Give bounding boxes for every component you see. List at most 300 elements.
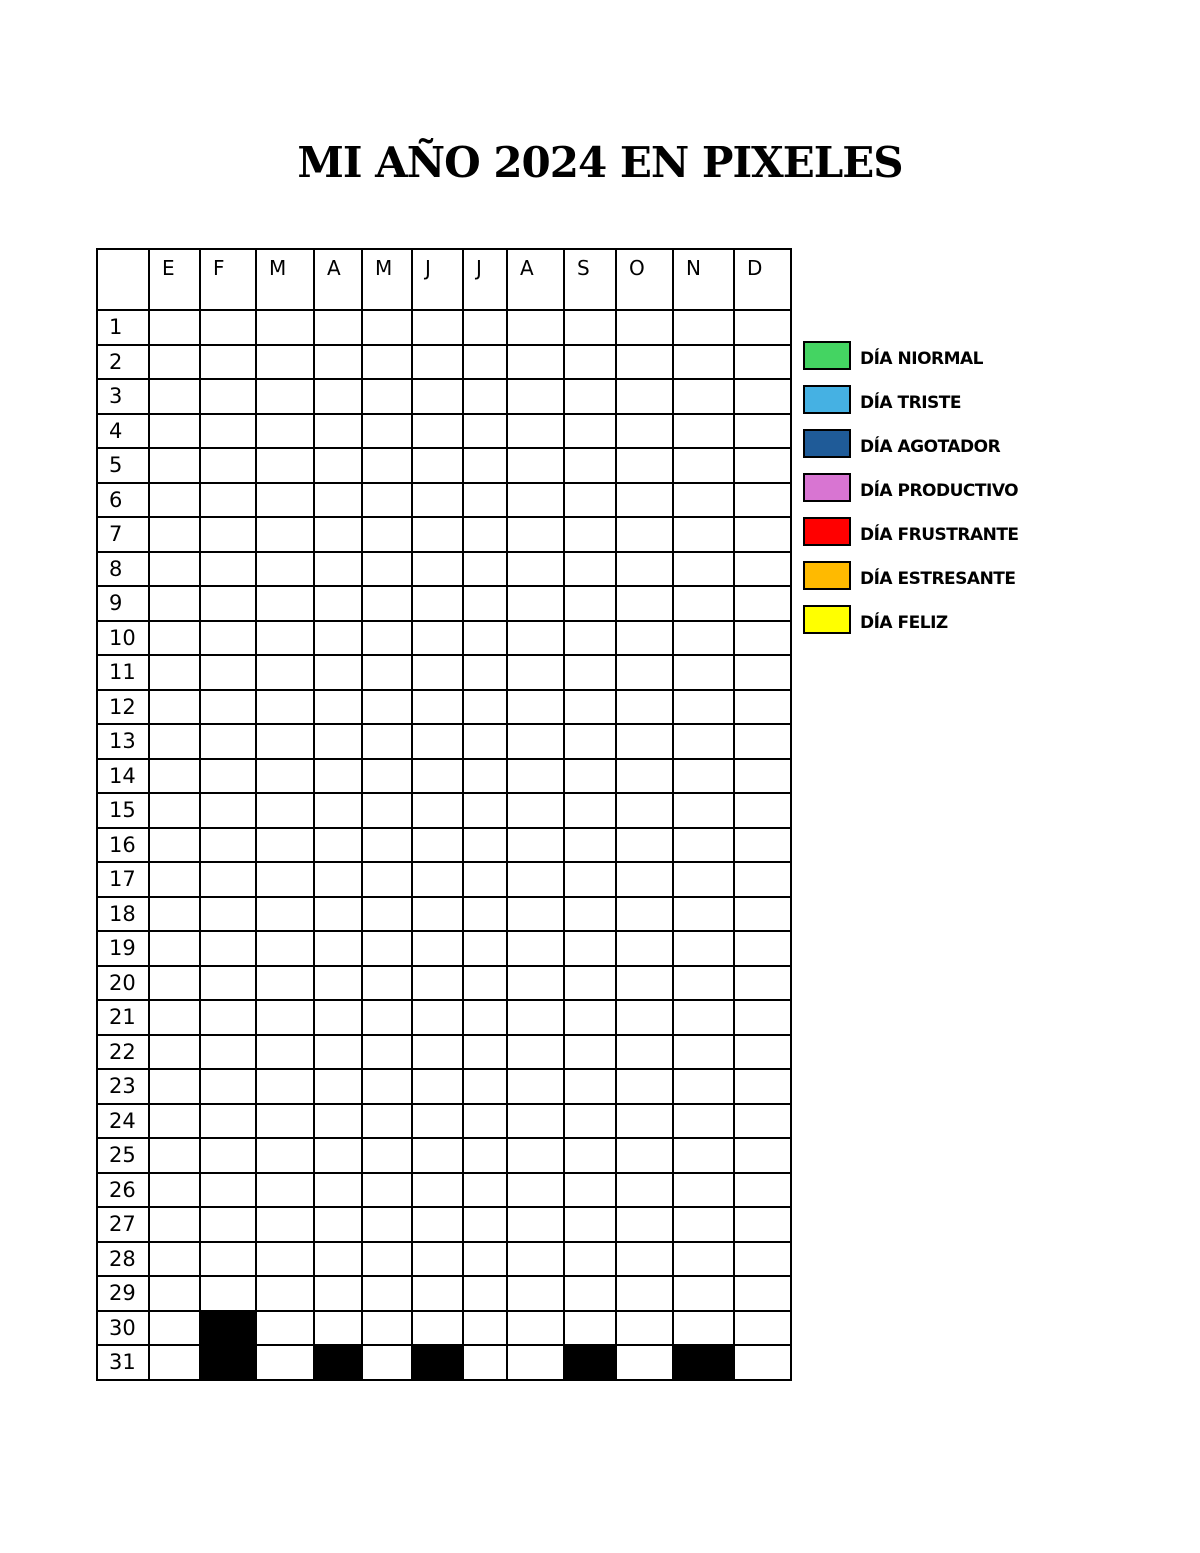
day-cell[interactable] <box>616 379 673 414</box>
day-cell[interactable] <box>463 1069 507 1104</box>
day-cell[interactable] <box>507 1138 564 1173</box>
day-cell[interactable] <box>507 1069 564 1104</box>
day-cell[interactable] <box>314 931 362 966</box>
day-cell[interactable] <box>362 483 412 518</box>
day-cell[interactable] <box>734 966 791 1001</box>
day-cell[interactable] <box>673 586 734 621</box>
day-cell[interactable] <box>362 793 412 828</box>
day-cell[interactable] <box>616 931 673 966</box>
day-cell[interactable] <box>200 897 256 932</box>
day-cell[interactable] <box>256 1000 314 1035</box>
day-cell[interactable] <box>362 517 412 552</box>
day-cell[interactable] <box>412 966 463 1001</box>
day-cell[interactable] <box>564 1242 616 1277</box>
day-cell[interactable] <box>149 1276 200 1311</box>
day-cell[interactable] <box>673 448 734 483</box>
day-cell[interactable] <box>673 1173 734 1208</box>
day-cell[interactable] <box>673 966 734 1001</box>
day-cell[interactable] <box>673 1138 734 1173</box>
day-cell[interactable] <box>200 655 256 690</box>
day-cell[interactable] <box>149 379 200 414</box>
day-cell[interactable] <box>463 310 507 345</box>
day-cell[interactable] <box>362 1242 412 1277</box>
day-cell[interactable] <box>314 310 362 345</box>
day-cell[interactable] <box>616 621 673 656</box>
day-cell[interactable] <box>314 621 362 656</box>
day-cell[interactable] <box>507 897 564 932</box>
day-cell[interactable] <box>200 483 256 518</box>
day-cell[interactable] <box>616 1276 673 1311</box>
day-cell[interactable] <box>149 724 200 759</box>
day-cell[interactable] <box>256 1207 314 1242</box>
day-cell[interactable] <box>412 1311 463 1346</box>
day-cell[interactable] <box>256 1242 314 1277</box>
day-cell[interactable] <box>463 655 507 690</box>
day-cell[interactable] <box>412 310 463 345</box>
day-cell[interactable] <box>507 793 564 828</box>
day-cell[interactable] <box>149 1104 200 1139</box>
day-cell[interactable] <box>673 1311 734 1346</box>
day-cell[interactable] <box>412 793 463 828</box>
day-cell[interactable] <box>673 1035 734 1070</box>
day-cell[interactable] <box>673 414 734 449</box>
day-cell[interactable] <box>256 690 314 725</box>
day-cell[interactable] <box>616 690 673 725</box>
day-cell[interactable] <box>149 552 200 587</box>
day-cell[interactable] <box>200 552 256 587</box>
day-cell[interactable] <box>200 586 256 621</box>
day-cell[interactable] <box>463 793 507 828</box>
day-cell[interactable] <box>616 1345 673 1380</box>
day-cell[interactable] <box>256 724 314 759</box>
day-cell[interactable] <box>616 483 673 518</box>
day-cell[interactable] <box>149 1138 200 1173</box>
day-cell[interactable] <box>314 724 362 759</box>
day-cell[interactable] <box>149 448 200 483</box>
day-cell[interactable] <box>734 828 791 863</box>
day-cell[interactable] <box>200 1207 256 1242</box>
day-cell[interactable] <box>463 1035 507 1070</box>
day-cell[interactable] <box>314 1035 362 1070</box>
day-cell[interactable] <box>314 1242 362 1277</box>
day-cell[interactable] <box>734 552 791 587</box>
day-cell[interactable] <box>149 1069 200 1104</box>
day-cell[interactable] <box>507 448 564 483</box>
day-cell[interactable] <box>507 310 564 345</box>
day-cell[interactable] <box>507 966 564 1001</box>
day-cell[interactable] <box>616 862 673 897</box>
day-cell[interactable] <box>200 379 256 414</box>
day-cell[interactable] <box>149 1311 200 1346</box>
day-cell[interactable] <box>314 1207 362 1242</box>
day-cell[interactable] <box>149 1207 200 1242</box>
day-cell[interactable] <box>507 1000 564 1035</box>
day-cell[interactable] <box>616 1035 673 1070</box>
day-cell[interactable] <box>673 1276 734 1311</box>
day-cell[interactable] <box>362 310 412 345</box>
day-cell[interactable] <box>673 1000 734 1035</box>
day-cell[interactable] <box>616 448 673 483</box>
day-cell[interactable] <box>734 897 791 932</box>
day-cell[interactable] <box>507 1035 564 1070</box>
day-cell[interactable] <box>200 1035 256 1070</box>
day-cell[interactable] <box>734 793 791 828</box>
day-cell[interactable] <box>564 690 616 725</box>
day-cell[interactable] <box>256 448 314 483</box>
day-cell[interactable] <box>673 759 734 794</box>
day-cell[interactable] <box>412 1000 463 1035</box>
day-cell[interactable] <box>463 1276 507 1311</box>
day-cell[interactable] <box>463 1104 507 1139</box>
day-cell[interactable] <box>564 1276 616 1311</box>
day-cell[interactable] <box>463 483 507 518</box>
day-cell[interactable] <box>314 897 362 932</box>
day-cell[interactable] <box>256 1069 314 1104</box>
day-cell[interactable] <box>673 828 734 863</box>
day-cell[interactable] <box>256 586 314 621</box>
day-cell[interactable] <box>412 828 463 863</box>
day-cell[interactable] <box>412 1173 463 1208</box>
day-cell[interactable] <box>463 759 507 794</box>
day-cell[interactable] <box>362 552 412 587</box>
day-cell[interactable] <box>200 828 256 863</box>
day-cell[interactable] <box>673 897 734 932</box>
day-cell[interactable] <box>149 862 200 897</box>
day-cell[interactable] <box>734 483 791 518</box>
day-cell[interactable] <box>412 724 463 759</box>
day-cell[interactable] <box>200 793 256 828</box>
day-cell[interactable] <box>149 586 200 621</box>
day-cell[interactable] <box>412 897 463 932</box>
day-cell[interactable] <box>564 931 616 966</box>
day-cell[interactable] <box>314 586 362 621</box>
day-cell[interactable] <box>362 862 412 897</box>
day-cell[interactable] <box>362 690 412 725</box>
day-cell[interactable] <box>412 621 463 656</box>
day-cell[interactable] <box>149 414 200 449</box>
day-cell[interactable] <box>564 483 616 518</box>
day-cell[interactable] <box>362 897 412 932</box>
day-cell[interactable] <box>314 828 362 863</box>
day-cell[interactable] <box>200 862 256 897</box>
day-cell[interactable] <box>200 1104 256 1139</box>
day-cell[interactable] <box>256 552 314 587</box>
day-cell[interactable] <box>200 724 256 759</box>
day-cell[interactable] <box>564 655 616 690</box>
day-cell[interactable] <box>616 310 673 345</box>
day-cell[interactable] <box>507 655 564 690</box>
day-cell[interactable] <box>616 655 673 690</box>
day-cell[interactable] <box>507 690 564 725</box>
day-cell[interactable] <box>734 1207 791 1242</box>
day-cell[interactable] <box>507 621 564 656</box>
day-cell[interactable] <box>734 1276 791 1311</box>
day-cell[interactable] <box>564 793 616 828</box>
day-cell[interactable] <box>256 414 314 449</box>
day-cell[interactable] <box>507 1173 564 1208</box>
day-cell[interactable] <box>616 1104 673 1139</box>
day-cell[interactable] <box>616 1069 673 1104</box>
day-cell[interactable] <box>256 655 314 690</box>
day-cell[interactable] <box>616 1173 673 1208</box>
day-cell[interactable] <box>564 1069 616 1104</box>
day-cell[interactable] <box>734 1104 791 1139</box>
day-cell[interactable] <box>362 1069 412 1104</box>
day-cell[interactable] <box>200 448 256 483</box>
day-cell[interactable] <box>256 828 314 863</box>
day-cell[interactable] <box>256 621 314 656</box>
day-cell[interactable] <box>734 310 791 345</box>
day-cell[interactable] <box>507 1311 564 1346</box>
day-cell[interactable] <box>463 931 507 966</box>
day-cell[interactable] <box>463 345 507 380</box>
day-cell[interactable] <box>507 724 564 759</box>
day-cell[interactable] <box>507 759 564 794</box>
day-cell[interactable] <box>507 828 564 863</box>
day-cell[interactable] <box>564 828 616 863</box>
day-cell[interactable] <box>673 310 734 345</box>
day-cell[interactable] <box>564 310 616 345</box>
day-cell[interactable] <box>149 310 200 345</box>
day-cell[interactable] <box>256 966 314 1001</box>
day-cell[interactable] <box>200 621 256 656</box>
day-cell[interactable] <box>256 862 314 897</box>
day-cell[interactable] <box>256 1173 314 1208</box>
day-cell[interactable] <box>616 1000 673 1035</box>
day-cell[interactable] <box>149 828 200 863</box>
day-cell[interactable] <box>734 414 791 449</box>
day-cell[interactable] <box>463 1138 507 1173</box>
day-cell[interactable] <box>673 655 734 690</box>
day-cell[interactable] <box>256 931 314 966</box>
day-cell[interactable] <box>200 1173 256 1208</box>
day-cell[interactable] <box>564 966 616 1001</box>
day-cell[interactable] <box>734 345 791 380</box>
day-cell[interactable] <box>616 414 673 449</box>
day-cell[interactable] <box>412 552 463 587</box>
day-cell[interactable] <box>314 1276 362 1311</box>
day-cell[interactable] <box>362 828 412 863</box>
day-cell[interactable] <box>314 1104 362 1139</box>
day-cell[interactable] <box>256 1138 314 1173</box>
day-cell[interactable] <box>463 1311 507 1346</box>
day-cell[interactable] <box>734 931 791 966</box>
day-cell[interactable] <box>256 310 314 345</box>
day-cell[interactable] <box>673 1069 734 1104</box>
day-cell[interactable] <box>362 1311 412 1346</box>
day-cell[interactable] <box>412 379 463 414</box>
day-cell[interactable] <box>616 759 673 794</box>
day-cell[interactable] <box>463 621 507 656</box>
day-cell[interactable] <box>256 1104 314 1139</box>
day-cell[interactable] <box>734 586 791 621</box>
day-cell[interactable] <box>362 1345 412 1380</box>
day-cell[interactable] <box>507 517 564 552</box>
day-cell[interactable] <box>507 414 564 449</box>
day-cell[interactable] <box>463 966 507 1001</box>
day-cell[interactable] <box>412 414 463 449</box>
day-cell[interactable] <box>314 483 362 518</box>
day-cell[interactable] <box>314 517 362 552</box>
day-cell[interactable] <box>149 897 200 932</box>
day-cell[interactable] <box>673 1104 734 1139</box>
day-cell[interactable] <box>200 414 256 449</box>
day-cell[interactable] <box>507 379 564 414</box>
day-cell[interactable] <box>314 1069 362 1104</box>
day-cell[interactable] <box>362 448 412 483</box>
day-cell[interactable] <box>463 517 507 552</box>
day-cell[interactable] <box>564 345 616 380</box>
day-cell[interactable] <box>564 1138 616 1173</box>
day-cell[interactable] <box>673 552 734 587</box>
day-cell[interactable] <box>149 690 200 725</box>
day-cell[interactable] <box>412 1069 463 1104</box>
day-cell[interactable] <box>616 1311 673 1346</box>
day-cell[interactable] <box>616 345 673 380</box>
day-cell[interactable] <box>564 586 616 621</box>
day-cell[interactable] <box>412 517 463 552</box>
day-cell[interactable] <box>564 1311 616 1346</box>
day-cell[interactable] <box>412 1207 463 1242</box>
day-cell[interactable] <box>564 621 616 656</box>
day-cell[interactable] <box>412 1035 463 1070</box>
day-cell[interactable] <box>734 1345 791 1380</box>
day-cell[interactable] <box>616 793 673 828</box>
day-cell[interactable] <box>507 1207 564 1242</box>
day-cell[interactable] <box>362 1276 412 1311</box>
day-cell[interactable] <box>412 1138 463 1173</box>
day-cell[interactable] <box>564 759 616 794</box>
day-cell[interactable] <box>463 724 507 759</box>
day-cell[interactable] <box>507 931 564 966</box>
day-cell[interactable] <box>616 586 673 621</box>
day-cell[interactable] <box>463 1242 507 1277</box>
day-cell[interactable] <box>564 414 616 449</box>
day-cell[interactable] <box>507 1345 564 1380</box>
day-cell[interactable] <box>149 621 200 656</box>
day-cell[interactable] <box>149 1345 200 1380</box>
day-cell[interactable] <box>362 724 412 759</box>
day-cell[interactable] <box>734 759 791 794</box>
day-cell[interactable] <box>200 690 256 725</box>
day-cell[interactable] <box>314 793 362 828</box>
day-cell[interactable] <box>507 1104 564 1139</box>
day-cell[interactable] <box>734 1035 791 1070</box>
day-cell[interactable] <box>149 759 200 794</box>
day-cell[interactable] <box>734 862 791 897</box>
day-cell[interactable] <box>673 690 734 725</box>
day-cell[interactable] <box>463 552 507 587</box>
day-cell[interactable] <box>362 1173 412 1208</box>
day-cell[interactable] <box>256 379 314 414</box>
day-cell[interactable] <box>463 586 507 621</box>
day-cell[interactable] <box>734 621 791 656</box>
day-cell[interactable] <box>463 379 507 414</box>
day-cell[interactable] <box>412 931 463 966</box>
day-cell[interactable] <box>507 483 564 518</box>
day-cell[interactable] <box>149 1242 200 1277</box>
day-cell[interactable] <box>616 517 673 552</box>
day-cell[interactable] <box>412 1104 463 1139</box>
day-cell[interactable] <box>616 552 673 587</box>
day-cell[interactable] <box>412 483 463 518</box>
day-cell[interactable] <box>314 862 362 897</box>
day-cell[interactable] <box>149 1173 200 1208</box>
day-cell[interactable] <box>463 862 507 897</box>
day-cell[interactable] <box>200 1138 256 1173</box>
day-cell[interactable] <box>149 966 200 1001</box>
day-cell[interactable] <box>734 517 791 552</box>
day-cell[interactable] <box>734 1242 791 1277</box>
day-cell[interactable] <box>564 897 616 932</box>
day-cell[interactable] <box>507 1276 564 1311</box>
day-cell[interactable] <box>463 1173 507 1208</box>
day-cell[interactable] <box>412 862 463 897</box>
day-cell[interactable] <box>362 1104 412 1139</box>
day-cell[interactable] <box>463 897 507 932</box>
day-cell[interactable] <box>314 655 362 690</box>
day-cell[interactable] <box>463 1345 507 1380</box>
day-cell[interactable] <box>616 724 673 759</box>
day-cell[interactable] <box>734 724 791 759</box>
day-cell[interactable] <box>362 966 412 1001</box>
day-cell[interactable] <box>412 655 463 690</box>
day-cell[interactable] <box>314 1138 362 1173</box>
day-cell[interactable] <box>673 1242 734 1277</box>
day-cell[interactable] <box>564 1035 616 1070</box>
day-cell[interactable] <box>463 1207 507 1242</box>
day-cell[interactable] <box>673 931 734 966</box>
day-cell[interactable] <box>673 862 734 897</box>
day-cell[interactable] <box>734 1173 791 1208</box>
day-cell[interactable] <box>314 1173 362 1208</box>
day-cell[interactable] <box>256 1276 314 1311</box>
day-cell[interactable] <box>256 1345 314 1380</box>
day-cell[interactable] <box>256 483 314 518</box>
day-cell[interactable] <box>362 1138 412 1173</box>
day-cell[interactable] <box>256 759 314 794</box>
day-cell[interactable] <box>463 828 507 863</box>
day-cell[interactable] <box>314 690 362 725</box>
day-cell[interactable] <box>256 897 314 932</box>
day-cell[interactable] <box>362 1207 412 1242</box>
day-cell[interactable] <box>314 345 362 380</box>
day-cell[interactable] <box>734 1138 791 1173</box>
day-cell[interactable] <box>564 517 616 552</box>
day-cell[interactable] <box>564 448 616 483</box>
day-cell[interactable] <box>463 690 507 725</box>
day-cell[interactable] <box>256 345 314 380</box>
day-cell[interactable] <box>362 931 412 966</box>
day-cell[interactable] <box>200 1276 256 1311</box>
day-cell[interactable] <box>673 1207 734 1242</box>
day-cell[interactable] <box>362 1000 412 1035</box>
day-cell[interactable] <box>412 1276 463 1311</box>
day-cell[interactable] <box>734 379 791 414</box>
day-cell[interactable] <box>507 586 564 621</box>
day-cell[interactable] <box>734 690 791 725</box>
day-cell[interactable] <box>149 655 200 690</box>
day-cell[interactable] <box>200 345 256 380</box>
day-cell[interactable] <box>673 793 734 828</box>
day-cell[interactable] <box>734 1311 791 1346</box>
day-cell[interactable] <box>149 1035 200 1070</box>
day-cell[interactable] <box>507 862 564 897</box>
day-cell[interactable] <box>463 1000 507 1035</box>
day-cell[interactable] <box>314 448 362 483</box>
day-cell[interactable] <box>256 1035 314 1070</box>
day-cell[interactable] <box>507 1242 564 1277</box>
